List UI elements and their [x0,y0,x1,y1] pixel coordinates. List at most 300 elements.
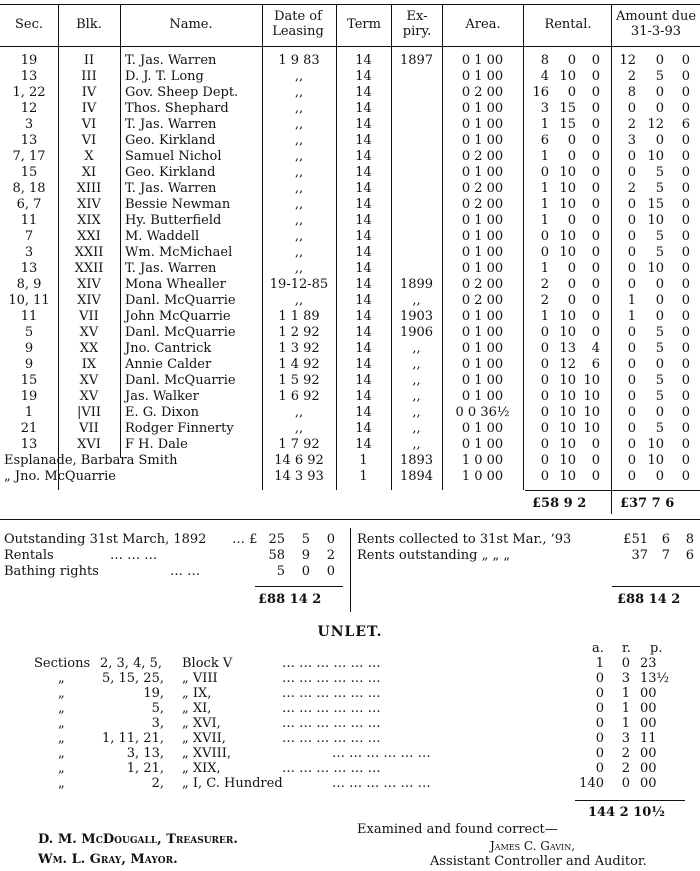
summary-shillings: 7 [661,548,670,563]
row-due-shillings: 0 [655,405,664,420]
unlet-total-rule [575,800,685,801]
row-block: VII [79,309,99,324]
row-term: 14 [355,133,372,148]
row-due-pounds: 0 [627,405,636,420]
row-area: 0 1 00 [461,261,504,276]
row-lessee: Mona Whealler [125,277,226,292]
row-due-pence: 0 [681,261,690,276]
row-block: XV [79,373,99,388]
unlet-perches: 00 [640,686,657,701]
header-sec: Sec. [14,16,43,32]
unlet-header-perches: p. [650,641,663,656]
row-rental-shillings: 10 [559,197,576,212]
row-section: 10, 11 [8,293,50,308]
summary-shillings: 6 [661,532,670,547]
summary-pence: 6 [685,548,694,563]
row-date: ,, [294,261,304,276]
row-rental-shillings: 0 [567,261,576,276]
table-row [0,85,700,101]
row-section: 21 [20,421,38,436]
unlet-row [0,731,700,746]
row-term: 14 [355,309,372,324]
row-due-pounds: 0 [627,389,636,404]
row-lessee: Hy. Butterfield [125,213,222,228]
row-rental-shillings: 10 [559,309,576,324]
row-due-pounds: 1 [627,293,636,308]
row-date: ,, [294,69,304,84]
table-row [0,69,700,85]
summary-leader: … … [170,564,201,579]
row-section: 11 [20,309,38,324]
row-area: 0 1 00 [461,165,504,180]
unlet-leader: … … … … … … [282,716,381,731]
row-due-pence: 0 [681,421,690,436]
unlet-ditto: „ [58,776,65,791]
row-rental-shillings: 0 [567,133,576,148]
summary-shillings: 9 [301,548,310,563]
unlet-acres: 1 [595,656,604,671]
unlet-ditto: „ [58,701,65,716]
row-term: 14 [355,165,372,180]
summary-label: Rents collected to 31st Mar., ’93 [357,532,572,547]
row-expiry: 1906 [399,325,434,340]
row-date: ,, [294,133,304,148]
table-row [0,469,700,485]
row-section: 11 [20,213,38,228]
unlet-acres: 0 [595,671,604,686]
row-block: XV [79,389,99,404]
row-section: 13 [20,437,38,452]
summary-pence: 8 [685,532,694,547]
row-rental-pounds: 4 [540,69,549,84]
row-due-pence: 0 [681,69,690,84]
header-bottom-rule [0,46,700,47]
summary-divider [350,528,351,612]
row-due-pence: 0 [681,373,690,388]
row-due-pounds: 0 [627,469,636,484]
row-date: 1 1 89 [278,309,320,324]
row-rental-shillings: 10 [559,165,576,180]
summary-pounds: 25 [268,532,285,547]
table-row [0,453,700,469]
row-area: 0 1 00 [461,69,504,84]
row-due-pounds: 0 [627,341,636,356]
row-section: 6, 7 [16,197,42,212]
header-name: Name. [169,16,213,32]
row-due-pounds: 0 [627,277,636,292]
row-due-pounds: 0 [627,373,636,388]
row-rental-pounds: 6 [540,133,549,148]
row-block: II [83,53,95,68]
row-due-shillings: 0 [655,101,664,116]
row-section: 13 [20,261,38,276]
row-term: 14 [355,437,372,452]
row-rental-pence: 0 [591,69,600,84]
row-section: 7, 17 [12,149,46,164]
unlet-block: „ XVI, [182,716,221,731]
rental-total: £58 9 2 [532,496,587,511]
row-due-shillings: 0 [655,357,664,372]
row-rental-shillings: 0 [567,85,576,100]
row-rental-pence: 0 [591,325,600,340]
row-area: 0 1 00 [461,341,504,356]
summary-leader: … … … [110,548,158,563]
unlet-row [0,701,700,716]
row-section: 13 [20,133,38,148]
summary-left-rule [255,586,343,587]
row-section: 5 [24,325,34,340]
row-term: 14 [355,69,372,84]
row-due-pence: 0 [681,469,690,484]
row-due-pounds: 0 [627,101,636,116]
row-rental-pounds: 0 [540,341,549,356]
unlet-ditto: „ [58,746,65,761]
row-block: IV [81,85,97,100]
row-date: ,, [294,101,304,116]
summary-shillings: 0 [301,564,310,579]
auditor-title: Assistant Controller and Auditor. [430,854,647,869]
unlet-row [0,746,700,761]
row-rental-pounds: 1 [540,197,549,212]
row-rental-pence: 0 [591,181,600,196]
unlet-sections: 19, [143,686,164,701]
totals-rule [525,490,700,491]
row-lessee: T. Jas. Warren [125,261,217,276]
unlet-leader: … … … … … … [282,656,381,671]
row-lessee: Bessie Newman [125,197,231,212]
row-rental-shillings: 0 [567,293,576,308]
row-block: X [84,149,94,164]
unlet-acres: 0 [595,686,604,701]
row-area: 0 2 00 [461,85,504,100]
row-rental-shillings: 15 [559,101,576,116]
row-due-pounds: 0 [627,357,636,372]
row-due-shillings: 5 [655,165,664,180]
row-lessee: „ Jno. McQuarrie [4,469,116,484]
row-due-pence: 0 [681,213,690,228]
row-due-pence: 0 [681,325,690,340]
table-row [0,229,700,245]
row-term: 1 [359,469,368,484]
row-rental-pounds: 0 [540,325,549,340]
row-due-shillings: 0 [655,293,664,308]
row-area: 0 1 00 [461,117,504,132]
table-row [0,261,700,277]
row-expiry: ,, [412,405,421,420]
row-date: ,, [294,293,304,308]
row-area: 1 0 00 [461,453,504,468]
row-area: 0 1 00 [461,437,504,452]
row-lessee: Gov. Sheep Dept. [125,85,239,100]
unlet-ditto: „ [58,716,65,731]
row-area: 0 1 00 [461,229,504,244]
row-section: 12 [20,101,38,116]
row-section: 9 [24,341,34,356]
row-due-pence: 0 [681,101,690,116]
row-due-shillings: 0 [655,277,664,292]
row-date: 19-12-85 [269,277,329,292]
unlet-row [0,776,700,791]
row-due-shillings: 10 [647,213,664,228]
row-lessee: Geo. Kirkland [125,165,216,180]
row-due-pence: 0 [681,197,690,212]
row-term: 14 [355,149,372,164]
row-block: VI [81,133,97,148]
row-rental-shillings: 10 [559,325,576,340]
unlet-perches: 11 [640,731,657,746]
summary-pence: 2 [326,548,335,563]
summary-pounds: £51 [623,532,648,547]
row-term: 14 [355,405,372,420]
unlet-row [0,671,700,686]
unlet-acres: 0 [595,746,604,761]
row-due-pounds: 0 [627,421,636,436]
row-term: 14 [355,245,372,260]
row-rental-pounds: 1 [540,213,549,228]
unlet-row [0,686,700,701]
row-term: 14 [355,357,372,372]
row-due-shillings: 0 [655,469,664,484]
unlet-acres: 0 [595,701,604,716]
row-expiry: ,, [412,357,421,372]
unlet-roods: 1 [621,716,630,731]
row-rental-pounds: 0 [540,469,549,484]
row-due-pence: 0 [681,165,690,180]
row-due-shillings: 10 [647,261,664,276]
table-row [0,277,700,293]
row-rental-shillings: 10 [559,469,576,484]
row-expiry: 1899 [399,277,434,292]
row-lessee: Jno. Cantrick [125,341,212,356]
row-term: 14 [355,229,372,244]
treasurer-signature: D. M. McDougall, Treasurer. [38,832,238,847]
row-rental-shillings: 0 [567,149,576,164]
row-rental-pounds: 3 [540,101,549,116]
row-rental-shillings: 10 [559,181,576,196]
row-lessee: Jas. Walker [125,389,199,404]
table-row [0,213,700,229]
row-due-shillings: 15 [647,197,664,212]
row-section: 19 [20,53,38,68]
row-date: 1 6 92 [278,389,320,404]
summary-leader: … £ [232,532,258,547]
row-area: 0 2 00 [461,149,504,164]
row-due-pounds: 2 [627,69,636,84]
row-due-pounds: 0 [627,437,636,452]
unlet-sections: 1, 21, [126,761,164,776]
row-rental-shillings: 10 [559,389,576,404]
row-rental-pence: 10 [583,373,600,388]
row-block: XXII [74,261,104,276]
summary-right-rule [612,586,700,587]
row-rental-pence: 10 [583,389,600,404]
unlet-acres: 0 [595,716,604,731]
row-term: 14 [355,389,372,404]
header-rental: Rental. [544,16,592,32]
row-rental-pence: 0 [591,133,600,148]
row-block: |VII [76,405,102,420]
row-term: 1 [359,453,368,468]
row-date: ,, [294,149,304,164]
unlet-ditto: „ [58,671,65,686]
table-row [0,421,700,437]
row-due-pence: 0 [681,357,690,372]
row-due-shillings: 10 [647,437,664,452]
row-rental-shillings: 10 [559,437,576,452]
row-rental-pence: 0 [591,453,600,468]
row-area: 1 0 00 [461,469,504,484]
row-section: 3 [24,117,34,132]
row-date: ,, [294,117,304,132]
row-lessee: Thos. Shephard [125,101,229,116]
row-rental-pence: 0 [591,229,600,244]
row-rental-pounds: 1 [540,261,549,276]
unlet-block: „ I, C. Hundred [182,776,283,791]
row-block: IV [81,101,97,116]
table-row [0,405,700,421]
row-rental-shillings: 10 [559,69,576,84]
ledger-body [0,53,700,485]
row-term: 14 [355,117,372,132]
row-block: XIV [77,293,101,308]
summary-pounds: 58 [268,548,285,563]
amount-due-total: £37 7 6 [620,496,675,511]
row-rental-pence: 0 [591,245,600,260]
row-term: 14 [355,421,372,436]
row-date: ,, [294,181,304,196]
unlet-block: „ VIII [182,671,218,686]
table-row [0,389,700,405]
row-rental-pounds: 0 [540,165,549,180]
row-due-pounds: 3 [627,133,636,148]
row-section: 8, 18 [12,181,46,196]
row-lessee: Geo. Kirkland [125,133,216,148]
unlet-roods: 2 [621,761,630,776]
table-row [0,309,700,325]
row-term: 14 [355,53,372,68]
unlet-roods: 3 [621,671,630,686]
row-due-pence: 0 [681,389,690,404]
table-row [0,245,700,261]
row-rental-pence: 0 [591,85,600,100]
row-date: ,, [294,197,304,212]
row-due-shillings: 5 [655,373,664,388]
row-due-pence: 0 [681,341,690,356]
row-section: 1, 22 [12,85,46,100]
row-rental-shillings: 10 [559,421,576,436]
row-due-pounds: 0 [627,229,636,244]
row-area: 0 1 00 [461,389,504,404]
summary-pounds: 5 [276,564,285,579]
row-due-pounds: 0 [627,165,636,180]
row-lessee: T. Jas. Warren [125,117,217,132]
row-rental-shillings: 0 [567,277,576,292]
summary-shillings: 5 [301,532,310,547]
unlet-sections: 2, [151,776,164,791]
row-term: 14 [355,325,372,340]
row-due-pounds: 0 [627,245,636,260]
row-expiry: ,, [412,341,421,356]
unlet-title: UNLET. [317,624,383,640]
row-due-pence: 6 [681,117,690,132]
row-expiry: 1897 [399,53,434,68]
row-date: 1 9 83 [278,53,320,68]
row-area: 0 2 00 [461,277,504,292]
row-area: 0 2 00 [461,197,504,212]
row-rental-pounds: 0 [540,357,549,372]
row-lessee: Danl. McQuarrie [125,325,236,340]
row-rental-pounds: 2 [540,293,549,308]
row-lessee: M. Waddell [125,229,200,244]
row-due-pence: 0 [681,85,690,100]
row-lessee: Wm. McMichael [125,245,233,260]
row-due-shillings: 5 [655,389,664,404]
row-section: 7 [24,229,34,244]
row-rental-pence: 10 [583,405,600,420]
row-due-shillings: 0 [655,309,664,324]
row-term: 14 [355,101,372,116]
row-due-shillings: 0 [655,133,664,148]
row-date: ,, [294,213,304,228]
row-area: 0 1 00 [461,213,504,228]
row-due-shillings: 0 [655,85,664,100]
unlet-block: „ XIX, [182,761,221,776]
row-expiry: ,, [412,293,421,308]
table-row [0,197,700,213]
row-rental-pence: 0 [591,197,600,212]
unlet-perches: 00 [640,746,657,761]
row-date: ,, [294,229,304,244]
row-due-pence: 0 [681,133,690,148]
row-rental-shillings: 10 [559,405,576,420]
row-due-pence: 0 [681,405,690,420]
row-expiry: ,, [412,421,421,436]
row-block: XI [81,165,97,180]
unlet-acres: 0 [595,761,604,776]
row-rental-pounds: 0 [540,437,549,452]
unlet-leader: … … … … … … [282,761,381,776]
unlet-perches: 13½ [640,671,670,686]
row-date: ,, [294,165,304,180]
row-rental-pounds: 1 [540,149,549,164]
row-block: XIII [76,181,102,196]
row-rental-pence: 0 [591,165,600,180]
row-expiry: 1893 [399,453,434,468]
row-block: XXI [77,229,101,244]
row-due-pence: 0 [681,149,690,164]
row-due-pounds: 12 [619,53,636,68]
row-block: VI [81,117,97,132]
unlet-sections: 2, 3, 4, 5, [100,656,163,671]
unlet-row [0,716,700,731]
unlet-block: „ XVII, [182,731,226,746]
row-rental-shillings: 10 [559,453,576,468]
header-area: Area. [465,16,501,32]
row-area: 0 1 00 [461,373,504,388]
row-date: 14 3 93 [274,469,324,484]
unlet-roods: 3 [621,731,630,746]
row-section: 15 [20,165,38,180]
row-due-shillings: 0 [655,53,664,68]
row-term: 14 [355,261,372,276]
row-rental-pence: 10 [583,421,600,436]
row-block: XIV [77,197,101,212]
unlet-acres: 140 [579,776,604,791]
row-rental-pounds: 1 [540,117,549,132]
row-date: ,, [294,245,304,260]
row-due-pounds: 8 [627,85,636,100]
row-term: 14 [355,293,372,308]
